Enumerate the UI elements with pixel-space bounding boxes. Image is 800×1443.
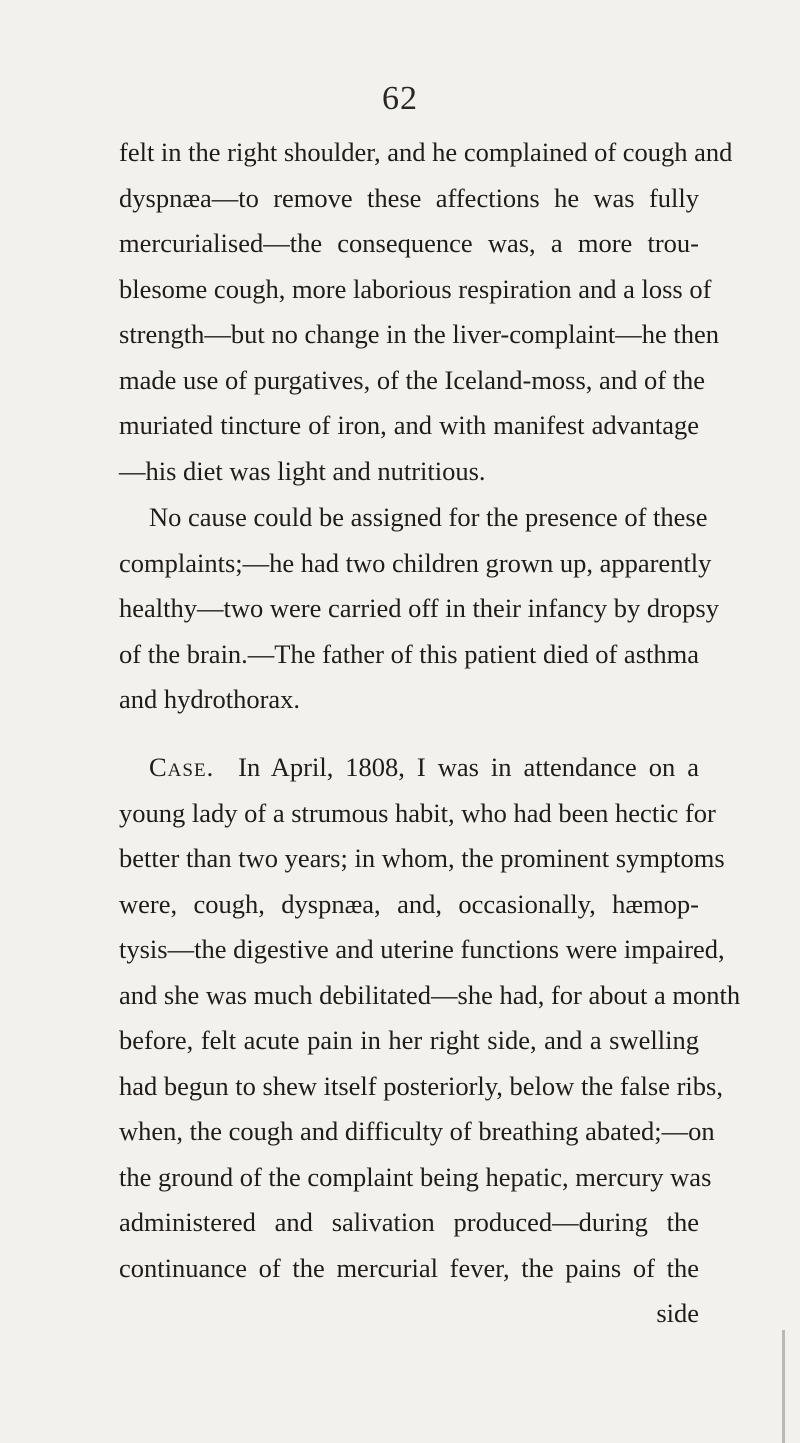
- text-line: complaints;—he had two children grown up, apparently: [119, 547, 712, 578]
- text-line: —his diet was light and nutritious.: [119, 455, 486, 486]
- text-line: blesome cough, more laborious respiration and a loss of: [119, 273, 712, 304]
- text-line: better than two years; in whom, the prominent symptoms: [119, 843, 725, 873]
- text-line: and hydrothorax.: [119, 684, 301, 714]
- text-line: [119, 745, 699, 791]
- text-line: strength—but no change in the liver-complaint—he then: [119, 319, 719, 349]
- page-edge-shadow: [782, 1330, 785, 1443]
- case-text: In April, 1808, I was in attendance on a: [238, 752, 700, 782]
- text-line: mercurialised—the consequence was, a more trou-: [119, 228, 699, 258]
- text-line: when, the cough and difficulty of breathing abated;—on: [119, 1116, 715, 1146]
- text-line: of the brain.—The father of this patient died of asthma: [119, 638, 699, 669]
- text-line: felt in the right shoulder, and he complained of cough and: [119, 137, 733, 167]
- paragraph-3: [119, 745, 741, 1337]
- paragraph-2: [119, 495, 719, 723]
- page-number: 62: [382, 80, 418, 117]
- text-line: muriated tincture of iron, and with manifest advantage: [119, 410, 699, 440]
- text-line: administered and salivation produced—during the: [119, 1207, 699, 1237]
- catchword: side: [656, 1298, 699, 1328]
- text-line: healthy—two were carried off in their infancy by dropsy: [119, 593, 719, 623]
- text-line: continuance of the mercurial fever, the pains of the: [119, 1252, 699, 1283]
- text-line: No cause could be assigned for the presence of these: [149, 502, 708, 532]
- text-line: young lady of a strumous habit, who had been hectic for: [119, 797, 716, 828]
- text-line: made use of purgatives, of the Iceland-moss, and of the: [119, 364, 706, 395]
- text-line: were, cough, dyspnæa, and, occasionally, hæmop-: [119, 888, 699, 919]
- text-line: and she was much debilitated—she had, for about a month: [119, 979, 741, 1010]
- text-line: tysis—the digestive and uterine functions were impaired,: [119, 934, 725, 964]
- paragraph-1: [119, 130, 733, 494]
- text-line: before, felt acute pain in her right side, and a swelling: [119, 1025, 699, 1055]
- text-line: dyspnæa—to remove these affections he was fully: [119, 182, 699, 213]
- text-line: the ground of the complaint being hepatic, mercury was: [119, 1161, 712, 1192]
- case-label: Case.: [149, 752, 215, 782]
- text-line: had begun to shew itself posteriorly, below the false ribs,: [119, 1070, 723, 1101]
